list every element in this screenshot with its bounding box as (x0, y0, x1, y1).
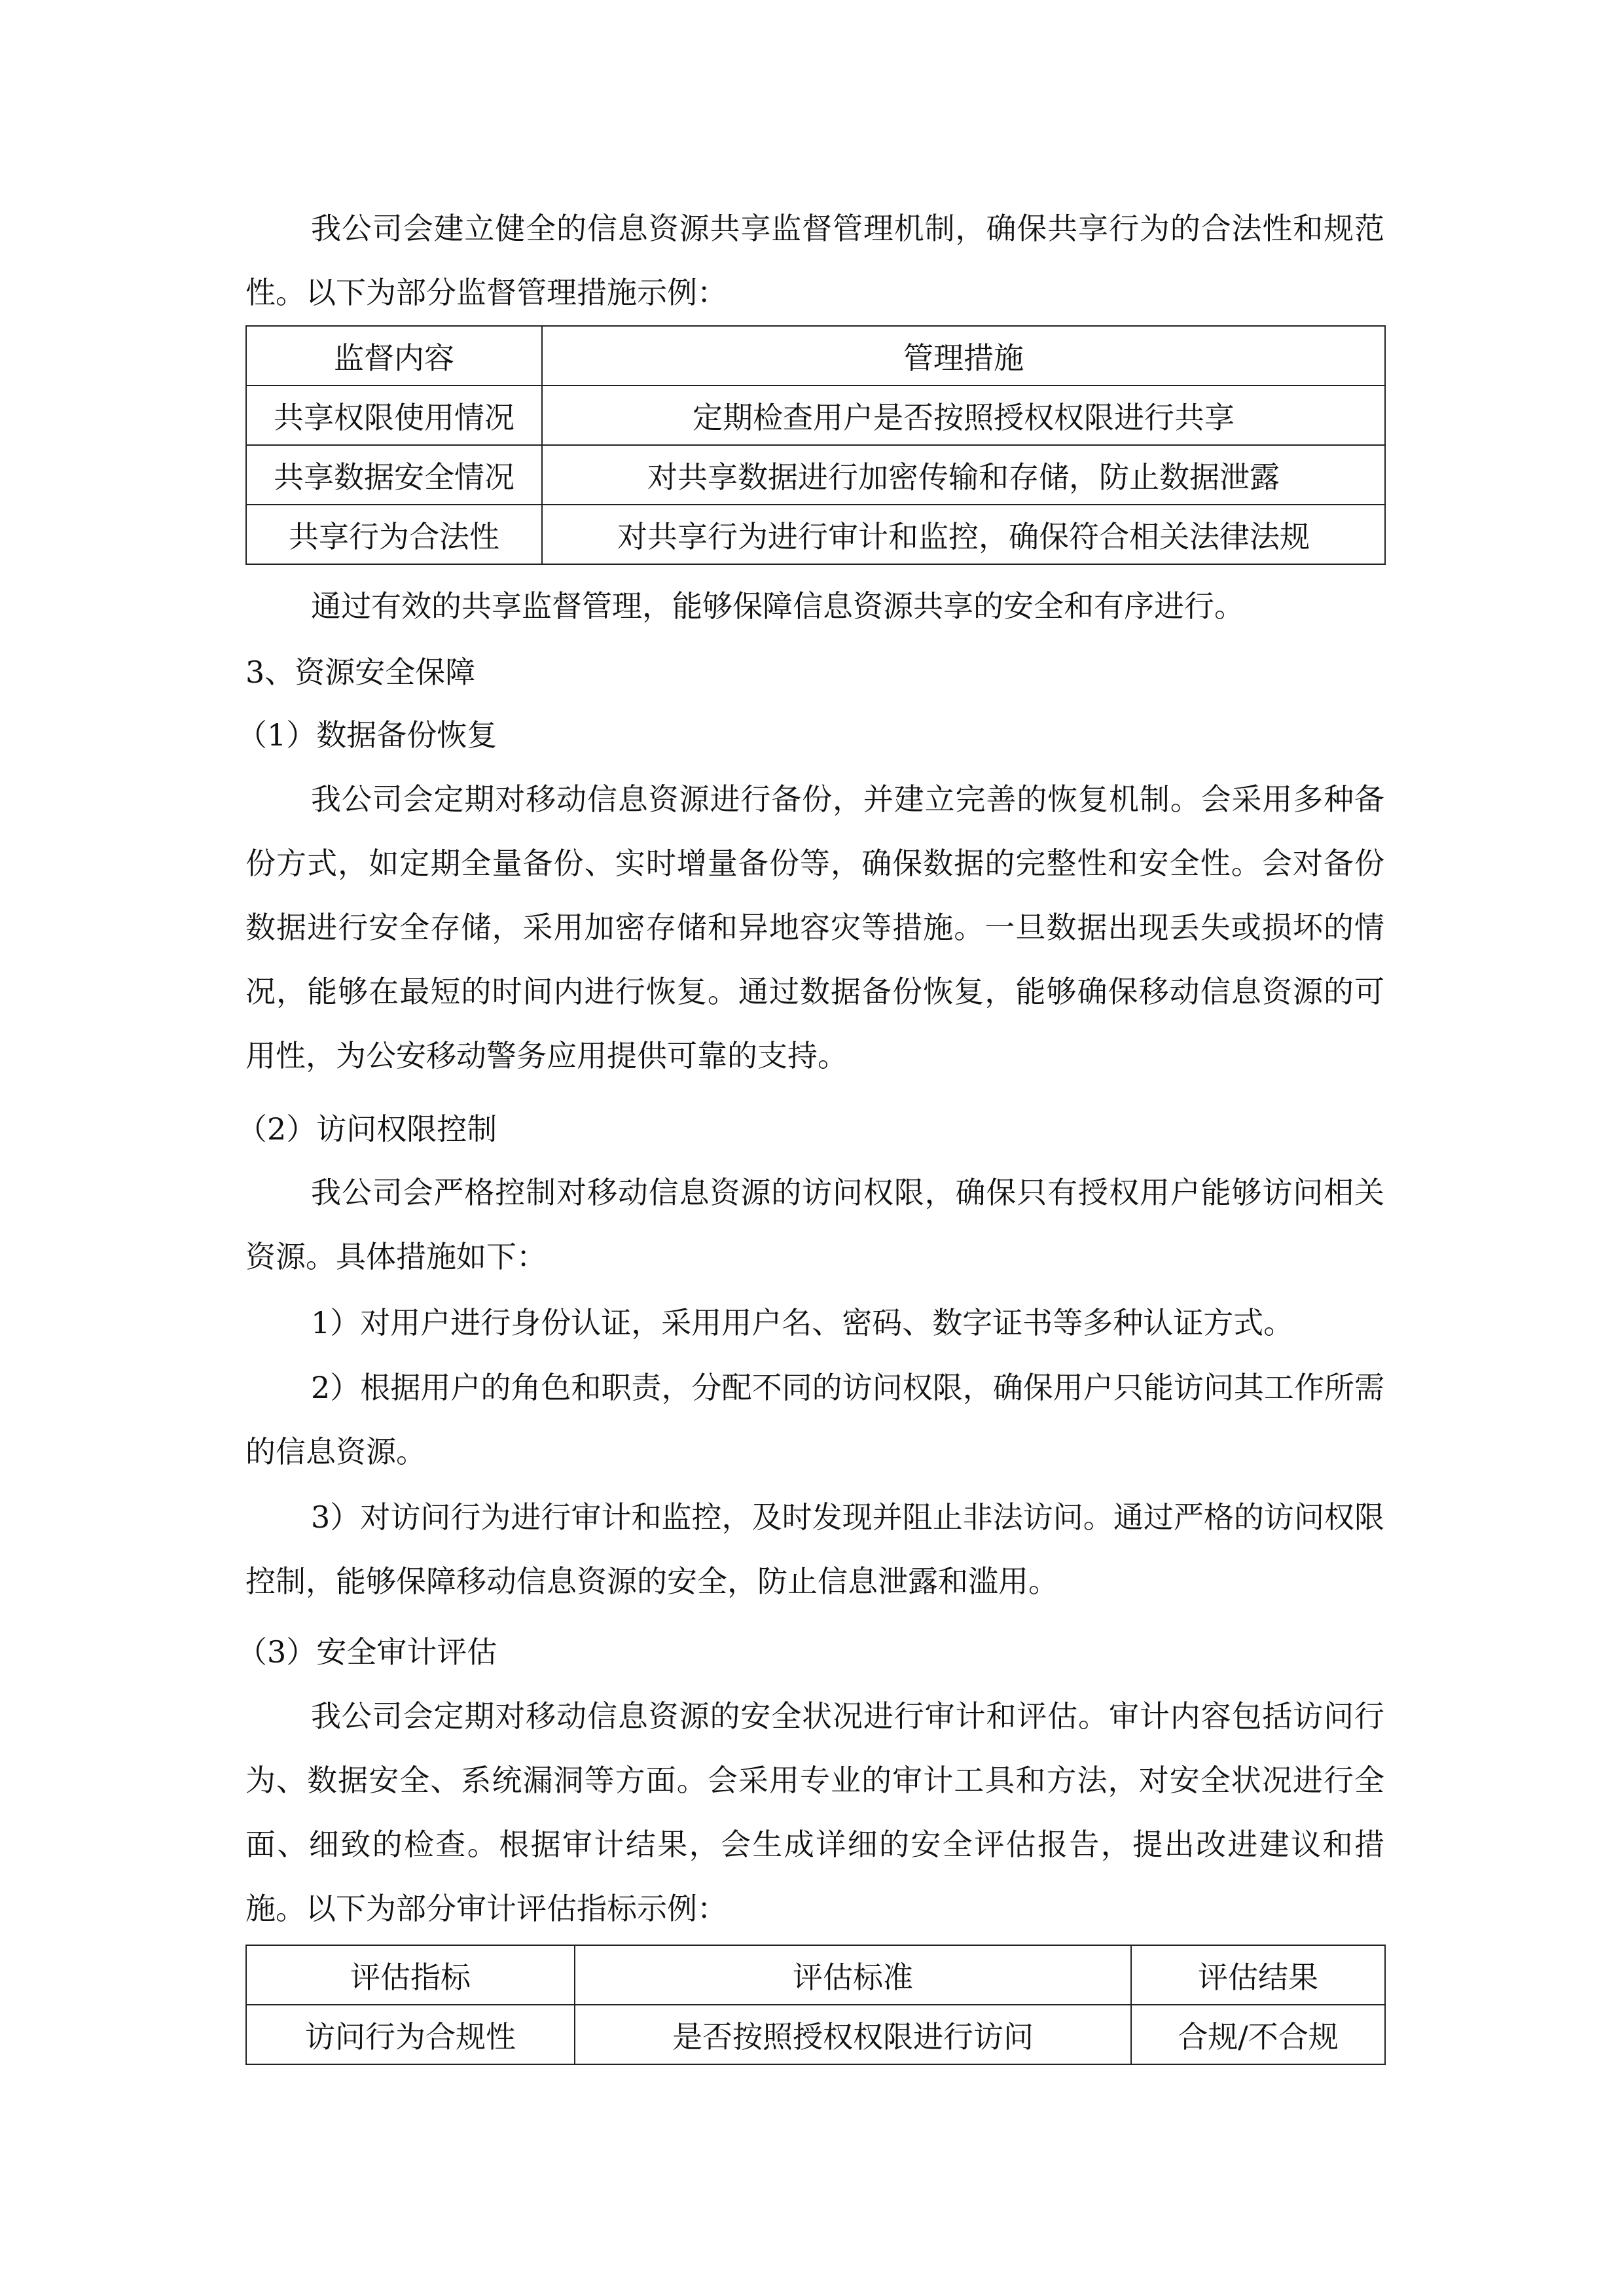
body-paragraph: 我公司会定期对移动信息资源的安全状况进行审计和评估。审计内容包括访问行为、数据安全、系统漏洞等方面。会采用专业的审计工具和方法，对安全状况进行全面、细致的检查。根据审计结果，会生成详细的安全评估报告，提出改进建议和措施。以下为部分审计评估指标示例： (245, 1698, 1384, 1926)
table-row (246, 2005, 1385, 2064)
table-row (246, 445, 1385, 505)
table-header-cell: 评估结果 (1131, 1945, 1385, 2005)
table-cell: 合规/不合规 (1131, 2005, 1385, 2064)
list-item: 3）对访问行为进行审计和监控，及时发现并阻止非法访问。通过严格的访问权限控制，能够保障移动信息资源的安全，防止信息泄露和滥用。 (245, 1499, 1384, 1599)
subsection-title: （1）数据备份恢复 (237, 717, 497, 753)
table-cell: 共享数据安全情况 (246, 445, 542, 505)
table-header-row (246, 1945, 1385, 2005)
table-header-cell: 监督内容 (246, 326, 542, 386)
list-item: 2）根据用户的角色和职责，分配不同的访问权限，确保用户只能访问其工作所需的信息资源。 (245, 1370, 1384, 1469)
audit-table (245, 1945, 1386, 2065)
table-row (246, 386, 1385, 445)
table-cell: 对共享行为进行审计和监控，确保符合相关法律法规 (542, 505, 1385, 564)
list-item: 1）对用户进行身份认证，采用用户名、密码、数字证书等多种认证方式。 (311, 1305, 1294, 1340)
body-paragraph: 我公司会定期对移动信息资源进行备份，并建立完善的恢复机制。会采用多种备份方式，如定期全量备份、实时增量备份等，确保数据的完整性和安全性。会对备份数据进行安全存储，采用加密存储和异地容灾等措施。一旦数据出现丢失或损坏的情况，能够在最短的时间内进行恢复。通过数据备份恢复，能够确保移动信息资源的可用性，为公安移动警务应用提供可靠的支持。 (245, 781, 1384, 1073)
section-title: 3、资源安全保障 (245, 655, 476, 690)
table-cell: 定期检查用户是否按照授权权限进行共享 (542, 386, 1385, 445)
body-paragraph: 我公司会严格控制对移动信息资源的访问权限，确保只有授权用户能够访问相关资源。具体措施如下： (245, 1175, 1384, 1274)
summary-paragraph: 通过有效的共享监督管理，能够保障信息资源共享的安全和有序进行。 (311, 588, 1244, 624)
table-cell: 访问行为合规性 (246, 2005, 575, 2064)
table-cell: 共享行为合法性 (246, 505, 542, 564)
table-header-cell: 管理措施 (542, 326, 1385, 386)
subsection-title: （3）安全审计评估 (237, 1634, 497, 1670)
intro-paragraph: 我公司会建立健全的信息资源共享监督管理机制，确保共享行为的合法性和规范性。以下为部分监督管理措施示例： (245, 211, 1384, 310)
table-row (246, 505, 1385, 564)
table-cell: 共享权限使用情况 (246, 386, 542, 445)
table-cell: 是否按照授权权限进行访问 (575, 2005, 1131, 2064)
supervision-table (245, 325, 1386, 565)
subsection-title: （2）访问权限控制 (237, 1111, 497, 1147)
table-header-row (246, 326, 1385, 386)
table-header-cell: 评估指标 (246, 1945, 575, 2005)
table-cell: 对共享数据进行加密传输和存储，防止数据泄露 (542, 445, 1385, 505)
table-header-cell: 评估标准 (575, 1945, 1131, 2005)
